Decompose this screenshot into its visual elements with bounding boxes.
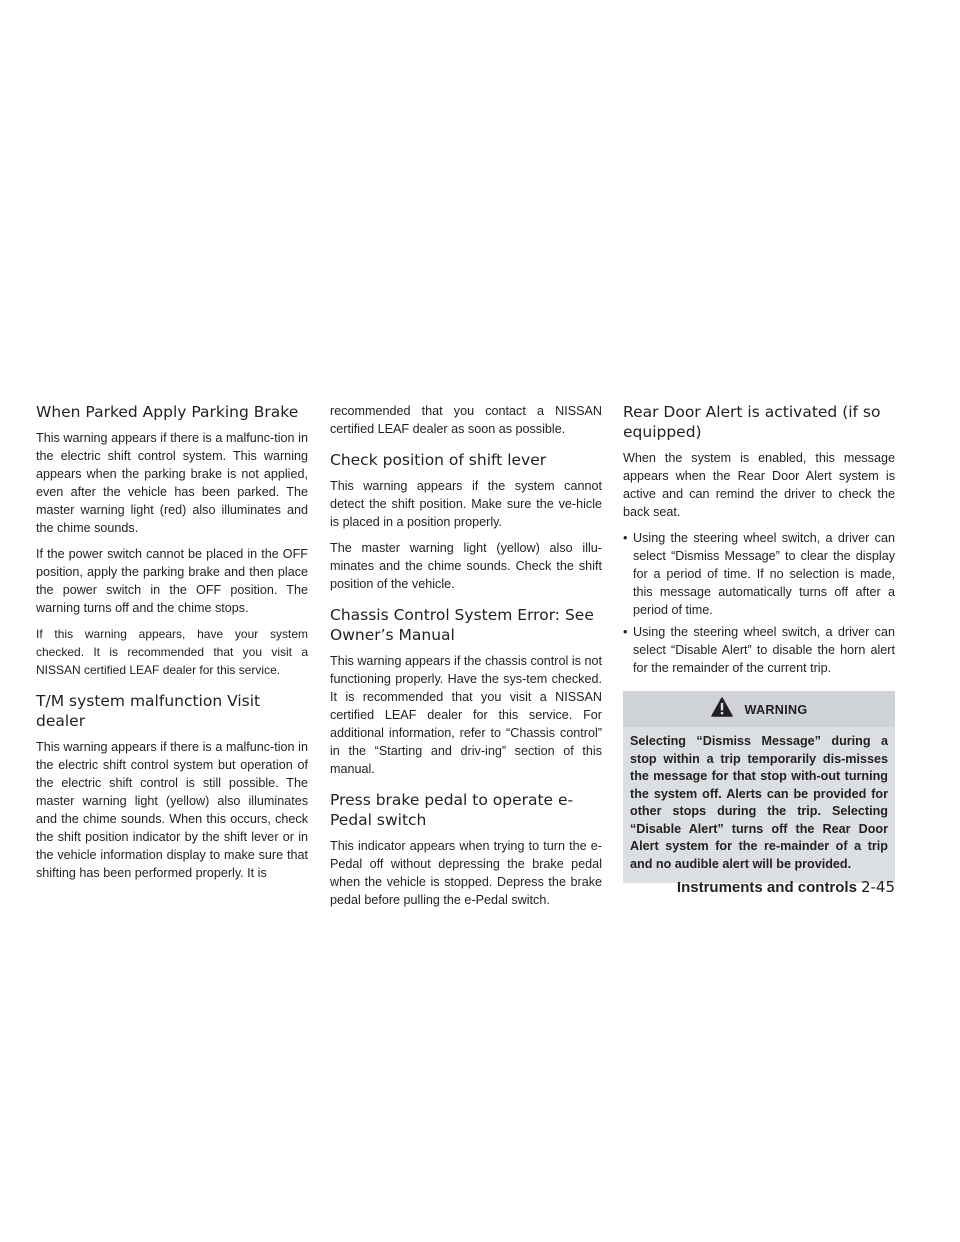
heading-chassis-control: Chassis Control System Error: See Owner’s Manual [330,606,594,644]
list-item-text: Using the steering wheel switch, a driver can select “Dismiss Message” to clear the display for a period of time. If no selection is made, this message automatically turns off after a period of time. [633,531,895,617]
heading-rear-door-alert: Rear Door Alert is activated (if so equipped) [623,403,881,441]
paragraph: This warning appears if there is a malfunc-tion in the electric shift control system. This warning appears when the parking brake is not applied, even after the vehicle has been parked. The master warning light (red) also illuminates and the chime sounds. [36,431,308,535]
paragraph: This warning appears if there is a malfunc-tion in the electric shift control system but operation of the electric shift control is still possible. The master warning light (yellow) also illuminates and the chime sounds. When this occurs, check the shift position indicator by the shift lever or in the vehicle information display to make sure that shifting has been performed properly. It is [36,740,308,880]
bullet-mark: • [623,625,628,639]
heading-parking-brake: When Parked Apply Parking Brake [36,403,299,421]
heading-e-pedal: Press brake pedal to operate e-Pedal switch [330,791,574,829]
paragraph: This warning appears if the system cannot detect the shift position. Make sure the ve-hicle is placed in a position properly. [330,479,602,529]
warning-text: Selecting “Dismiss Message” during a stop within a trip temporarily dis-misses the message for that stop with-out turning the system off. Alerts can be provided for other stops during the trip. Selecting “Disable Alert” turns off the Rear Door Alert system for the re-mainder of a trip and no audible alert will be provided. [630,734,888,871]
list-item-text: Using the steering wheel switch, a driver can select “Disable Alert” to disable the horn alert for the remainder of the current trip. [633,625,895,675]
paragraph: This indicator appears when trying to turn the e-Pedal off without depressing the brake pedal when the vehicle is stopped. Depress the brake pedal before pulling the e-Pedal switch. [330,839,602,907]
warning-box [623,691,895,883]
list-item [623,623,895,677]
footer-section-title: Instruments and controls [676,879,857,896]
column-3 [623,402,895,883]
paragraph: If the power switch cannot be placed in the OFF position, apply the parking brake and then place the power switch in the OFF position. The warning turns off and the chime stops. [36,547,308,615]
heading-tm-malfunction: T/M system malfunction Visit dealer [36,692,261,730]
paragraph: recommended that you contact a NISSAN certified LEAF dealer as soon as possible. [330,404,602,436]
paragraph: When the system is enabled, this message appears when the Rear Door Alert system is active and can remind the driver to check the back seat. [623,451,895,519]
list-item [623,529,895,619]
heading-shift-lever: Check position of shift lever [330,451,547,469]
column-1 [36,402,308,890]
paragraph: The master warning light (yellow) also illu-minates and the chime sounds. Check the shift position of the vehicle. [330,541,602,591]
paragraph: If this warning appears, have your system checked. It is recommended that you visit a NISSAN certified LEAF dealer for this service. [36,627,308,677]
page-footer [640,878,895,896]
warning-label: WARNING [744,703,808,717]
paragraph: This warning appears if the chassis control is not functioning properly. Have the sys-tem checked. It is recommended that you visit a NISSAN certified LEAF dealer for this service. For additional information, refer to “Chassis control” in the “Starting and driv-ing” section of this manual. [330,654,602,776]
warning-triangle-icon [711,697,733,722]
page-number: 2-45 [860,878,895,896]
warning-header [623,691,895,727]
bullet-list [623,529,895,677]
column-2 [330,402,602,917]
bullet-mark: • [623,531,628,545]
